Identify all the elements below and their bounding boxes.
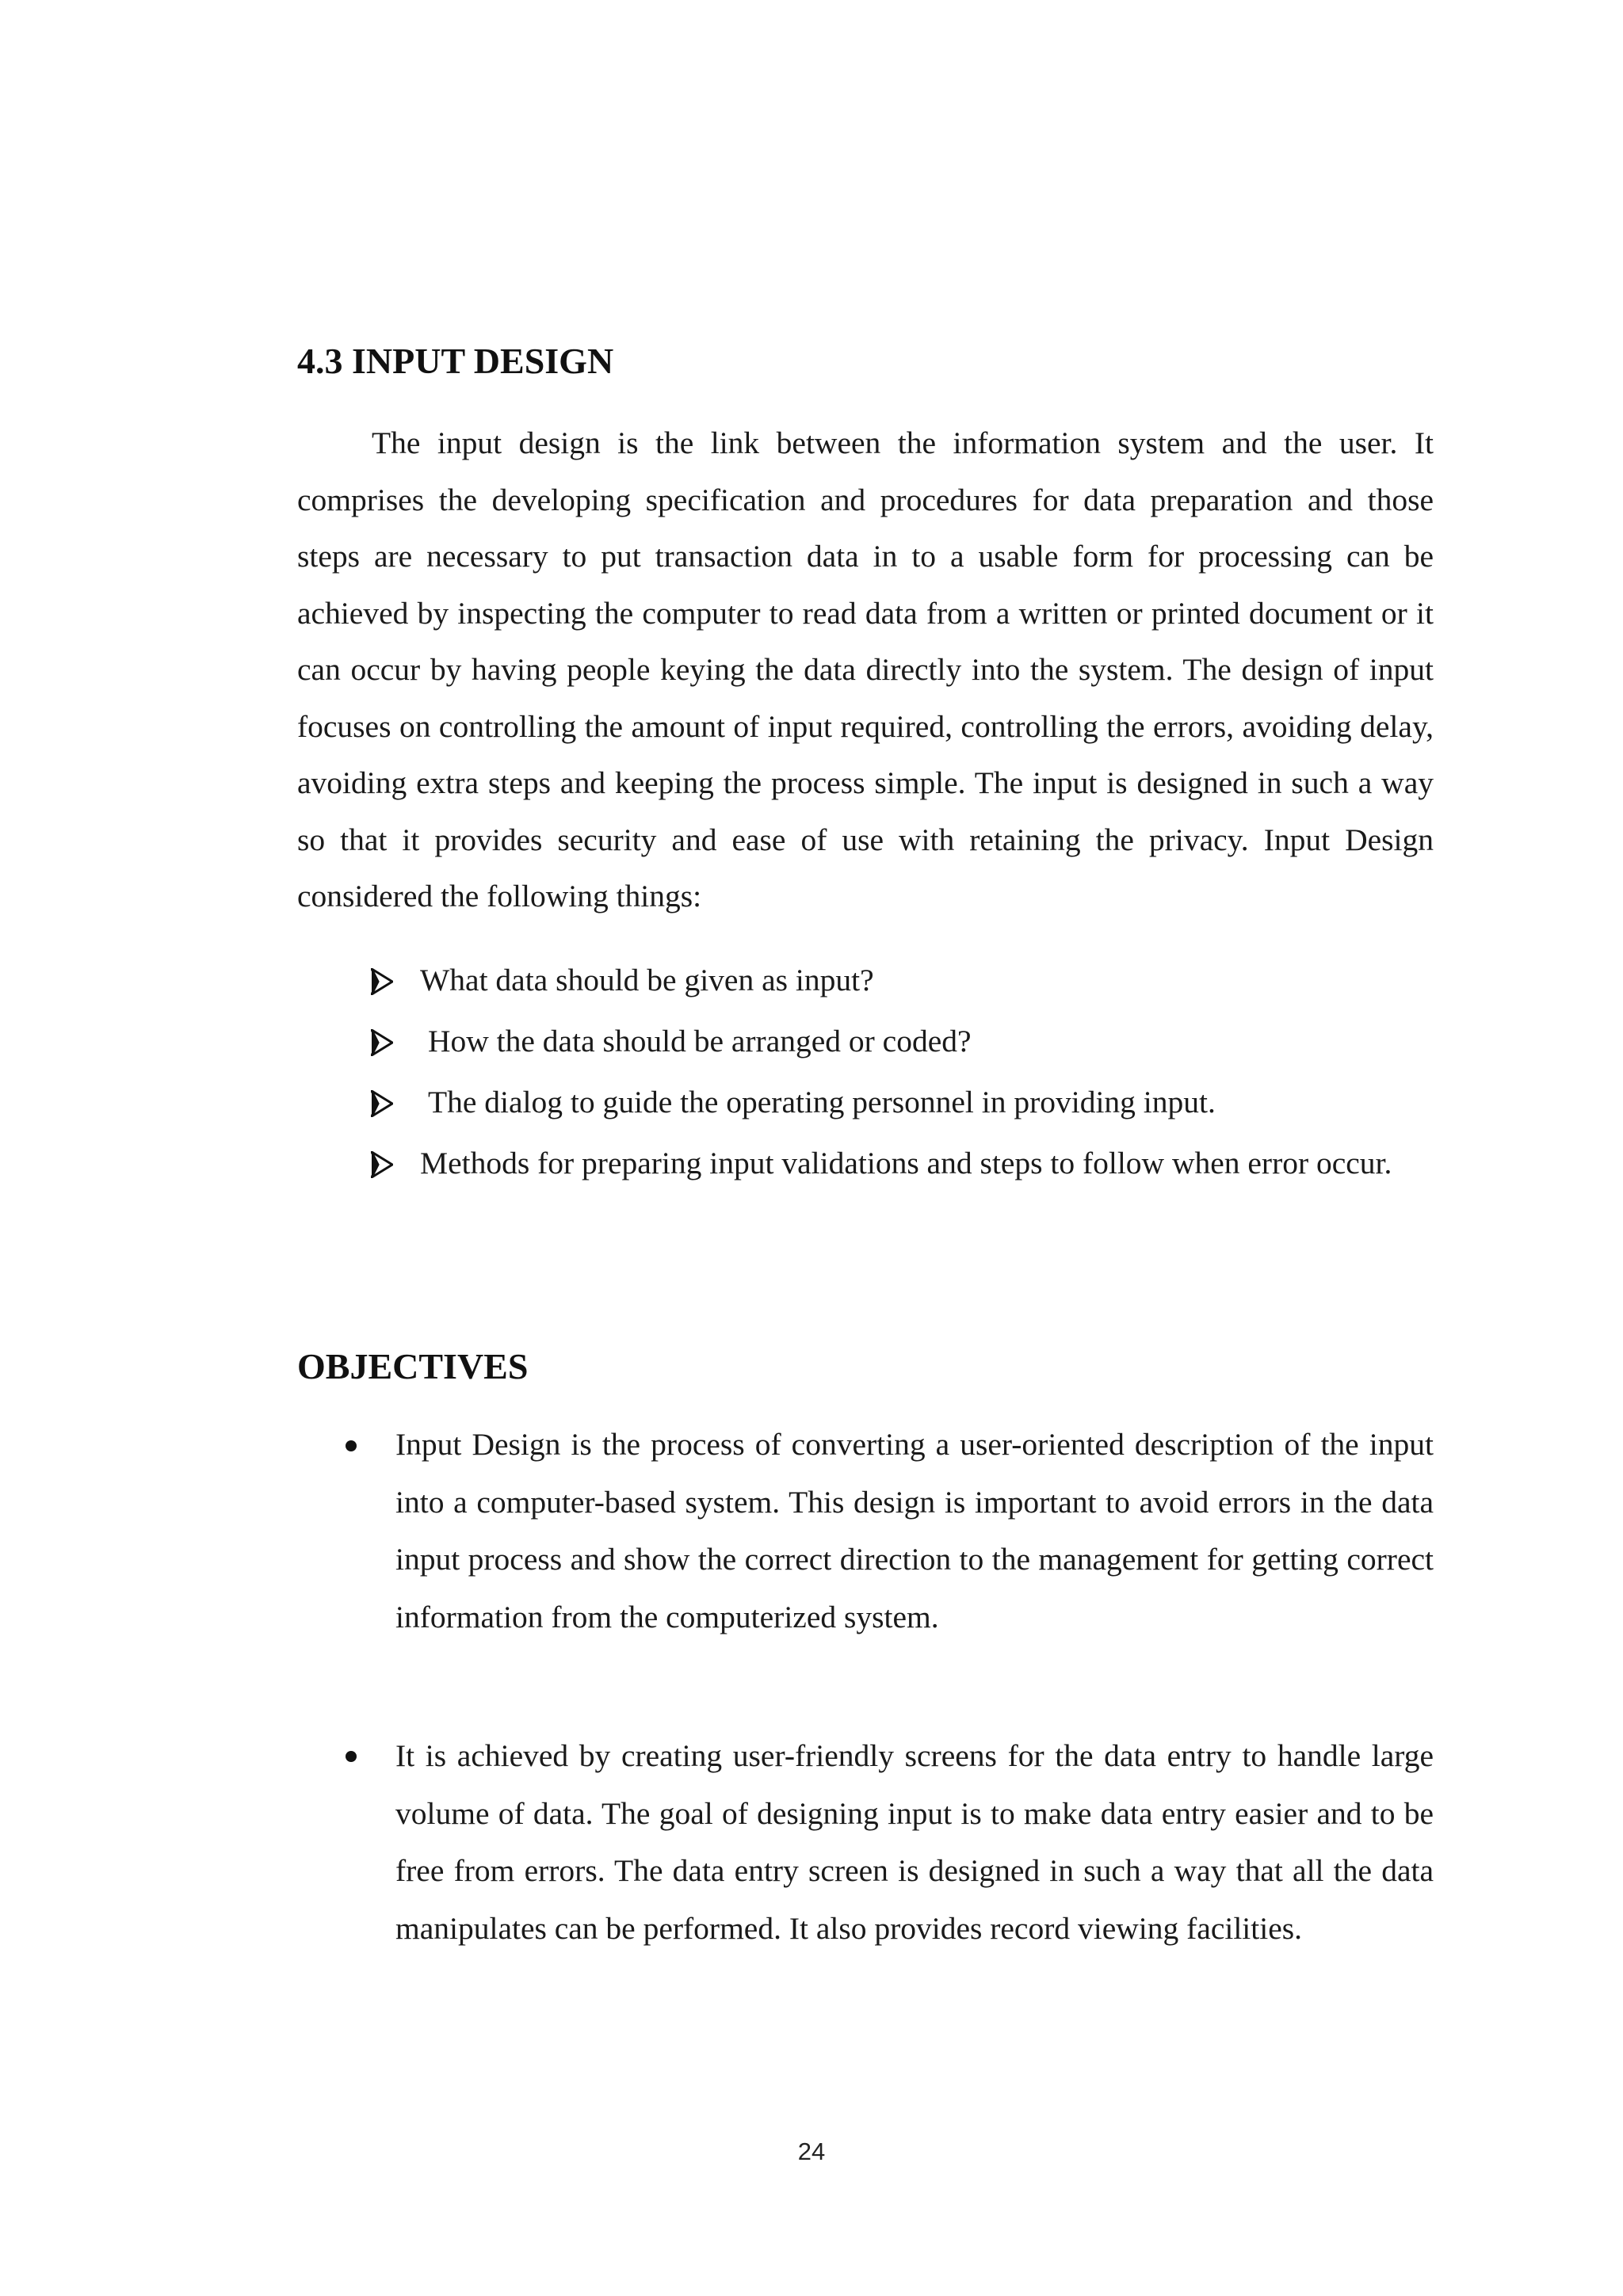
round-bullet-icon bbox=[346, 1440, 357, 1451]
section-heading: 4.3 INPUT DESIGN bbox=[297, 341, 614, 381]
objective-text: It is achieved by creating user-friendly screens for the data entry to handle large volume of data. The goal of designing input is to make data entry easier and to be free from errors. The data entry screen is designed in such a way that all the data manipulates can be performed. It also provides record viewing facilities. bbox=[395, 1738, 1434, 1946]
page-number: 24 bbox=[797, 2138, 826, 2165]
objective-text: Input Design is the process of converting a user-oriented description of the input into a computer-based system. This design is important to avoid errors in the data input process and show the correct direction to the management for getting correct information from the computerized system. bbox=[395, 1427, 1434, 1634]
intro-paragraph: The input design is the link between the information system and the user. It comprises the developing specification and procedures for data preparation and those steps are necessary to put transaction data in to a usable form for processing can be achieved by inspecting the computer to read data from a written or printed document or it can occur by having people keying the data directly into the system. The design of input focuses on controlling the amount of input required, controlling the errors, avoiding delay, avoiding extra steps and keeping the process simple. The input is designed in such a way so that it provides security and ease of use with retaining the privacy. Input Design considered the following things: bbox=[297, 425, 1434, 913]
consideration-text: The dialog to guide the operating personnel in providing input. bbox=[428, 1085, 1216, 1119]
consideration-text: What data should be given as input? bbox=[420, 963, 874, 997]
arrowhead-bullet-icon bbox=[371, 1090, 393, 1117]
objectives-heading: OBJECTIVES bbox=[297, 1346, 529, 1386]
round-bullet-icon bbox=[346, 1751, 357, 1762]
arrowhead-bullet-icon bbox=[371, 1151, 393, 1178]
arrowhead-bullet-icon bbox=[371, 1029, 393, 1056]
consideration-text: How the data should be arranged or coded? bbox=[428, 1024, 972, 1058]
consideration-text: Methods for preparing input validations and steps to follow when error occur. bbox=[420, 1146, 1392, 1180]
arrowhead-bullet-icon bbox=[371, 968, 393, 995]
